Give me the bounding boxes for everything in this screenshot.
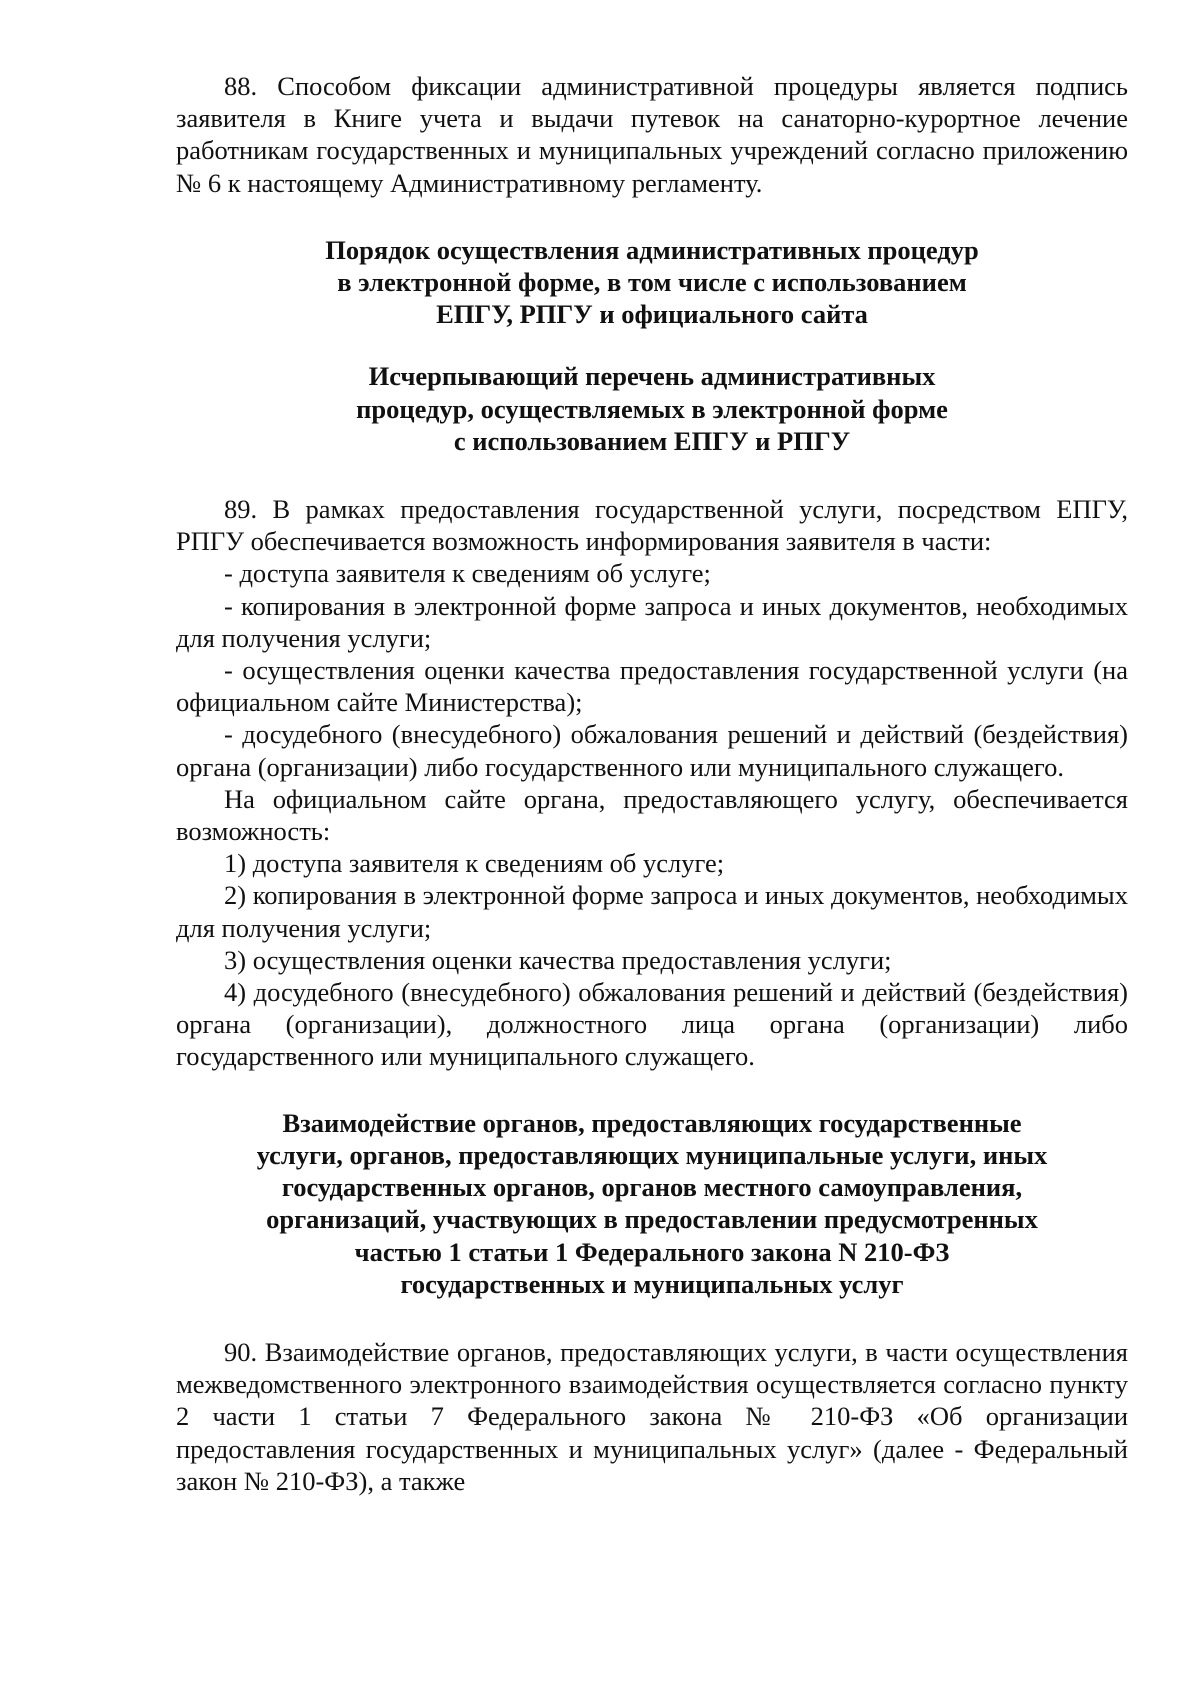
paragraph-88: 88. Способом фиксации административной процедуры является подпись заявителя в Книге учета и выдачи путевок на санаторно-курортное лечение работникам государственных и муниципальных учреждений согласно приложению № 6 к настоящему Административному регламенту. bbox=[176, 71, 1128, 198]
heading-line: процедур, осуществляемых в электронной форме bbox=[356, 393, 948, 424]
section-heading-electronic-procedures bbox=[176, 234, 1128, 331]
list-item: - осуществления оценки качества предоставления государственной услуги (на официальном сайте Министерства); bbox=[176, 655, 1128, 718]
document-page bbox=[176, 70, 1128, 1497]
heading-line: организаций, участвующих в предоставлении предусмотренных bbox=[266, 1204, 1038, 1235]
list-item: 3) осуществления оценки качества предоставления услуги; bbox=[224, 944, 892, 975]
heading-line: ЕПГУ, РПГУ и официального сайта bbox=[436, 299, 868, 330]
heading-line: государственных и муниципальных услуг bbox=[400, 1268, 904, 1299]
heading-line: услуги, органов, предоставляющих муниципальные услуги, иных bbox=[256, 1139, 1048, 1170]
list-item: 1) доступа заявителя к сведениям об услуге; bbox=[224, 848, 725, 879]
section-heading-interaction bbox=[176, 1107, 1128, 1300]
section-heading-procedure-list bbox=[176, 360, 1128, 457]
heading-line: государственных органов, органов местного самоуправления, bbox=[281, 1172, 1023, 1203]
heading-line: Взаимодействие органов, предоставляющих государственные bbox=[282, 1107, 1022, 1138]
list-item: - копирования в электронной форме запроса и иных документов, необходимых для получения услуги; bbox=[176, 590, 1128, 653]
list-item: - досудебного (внесудебного) обжалования решений и действий (бездействия) органа (организации) либо государственного или муниципального служащего. bbox=[176, 719, 1128, 782]
list-item: 2) копирования в электронной форме запроса и иных документов, необходимых для получения услуги; bbox=[176, 880, 1128, 943]
heading-line: Порядок осуществления административных процедур bbox=[325, 234, 979, 265]
paragraph-official-site: На официальном сайте органа, предоставляющего услугу, обеспечивается возможность: bbox=[176, 783, 1128, 847]
list-item: - доступа заявителя к сведениям об услуге; bbox=[224, 558, 711, 589]
heading-line: Исчерпывающий перечень административных bbox=[368, 361, 936, 392]
paragraph-89: 89. В рамках предоставления государственной услуги, посредством ЕПГУ, РПГУ обеспечивается возможность информирования заявителя в части: bbox=[176, 494, 1128, 557]
list-item: 4) досудебного (внесудебного) обжалования решений и действий (бездействия) органа (организации), должностного лица органа (организации) либо государственного или муниципального служащего. bbox=[176, 977, 1128, 1072]
heading-line: частью 1 статьи 1 Федерального закона N 210-ФЗ bbox=[354, 1236, 950, 1267]
heading-line: в электронной форме, в том числе с использованием bbox=[337, 267, 967, 298]
paragraph-90: 90. Взаимодействие органов, предоставляющих услуги, в части осуществления межведомственного электронного взаимодействия осуществляется согласно пункту 2 части 1 статьи 7 Федерального закона № 210-ФЗ «Об организации предоставления государственных и муниципальных услуг» (далее - Федеральный закон № 210-ФЗ), а также bbox=[176, 1336, 1128, 1496]
heading-line: с использованием ЕПГУ и РПГУ bbox=[453, 425, 851, 456]
